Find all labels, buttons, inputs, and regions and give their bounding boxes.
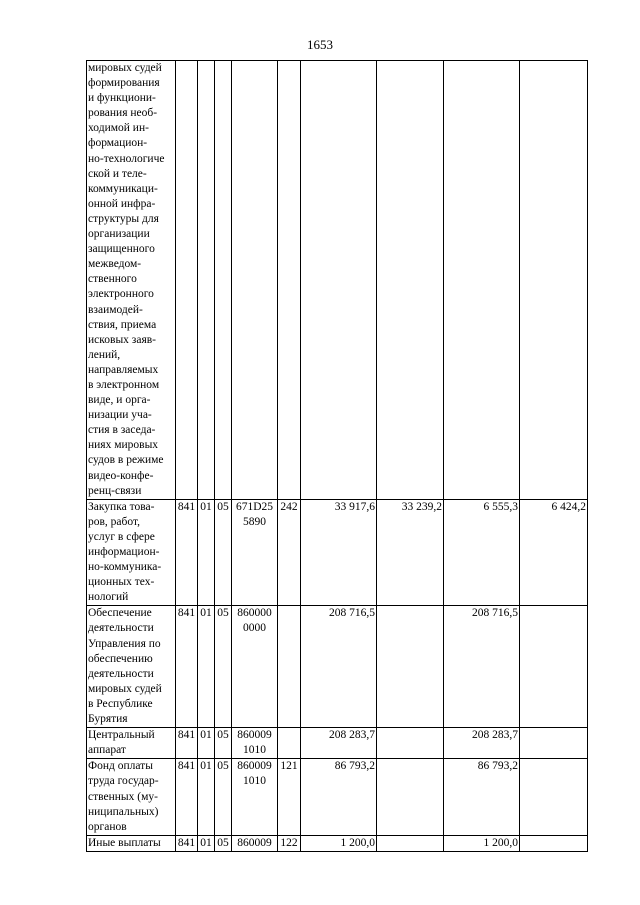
table-row	[87, 728, 588, 759]
name-line: взаимодей-	[88, 303, 143, 316]
name-line: информацион-	[88, 546, 160, 558]
name-line: рования необ-	[88, 107, 158, 120]
cell-cs: 671D25 5890	[232, 499, 278, 606]
name-line: защищенного	[88, 243, 155, 256]
name-line: организации	[88, 228, 150, 241]
cell-cs: 860009 1010	[232, 728, 278, 759]
cell-cs: 860009	[232, 835, 278, 851]
budget-table	[86, 60, 588, 852]
cell-sum-1: 1 200,0	[301, 835, 377, 851]
name-line: Центральный	[88, 729, 155, 742]
cell-sum-3: 86 793,2	[444, 759, 520, 835]
cell-cs	[232, 61, 278, 500]
cell-pr: 05	[215, 835, 232, 851]
name-line: ствия, приема	[88, 318, 157, 331]
name-line: услуг в сфере	[88, 530, 155, 543]
name-line: Бурятия	[88, 713, 128, 726]
cell-sum-3: 6 555,3	[444, 499, 520, 606]
cell-sum-1: 208 283,7	[301, 728, 377, 759]
cell-name	[87, 759, 176, 835]
name-line: виде, и орга-	[88, 394, 151, 407]
name-line: направляемых	[88, 363, 159, 376]
name-line: судов в режиме	[88, 454, 164, 467]
name-line: формацион-	[88, 137, 148, 150]
name-line: ской и теле-	[88, 167, 147, 180]
cell-sum-1: 33 917,6	[301, 499, 377, 606]
name-line: мировых судей	[88, 62, 162, 74]
cell-sum-3: 208 716,5	[444, 606, 520, 728]
cell-name	[87, 835, 176, 851]
name-line: Фонд оплаты	[88, 760, 153, 773]
cell-sum-1	[301, 61, 377, 500]
table-row	[87, 759, 588, 835]
name-line: электронного	[88, 288, 154, 301]
table-row	[87, 835, 588, 851]
name-line: нологий	[88, 591, 129, 604]
cell-ved: 841	[176, 759, 198, 835]
name-line: ниципальных)	[88, 805, 159, 818]
name-line: стия в заседа-	[88, 424, 156, 437]
name-line: труда государ-	[88, 775, 159, 788]
cell-name	[87, 606, 176, 728]
cell-ved: 841	[176, 499, 198, 606]
cell-rz: 01	[198, 728, 215, 759]
cell-pr	[215, 61, 232, 500]
table-row	[87, 61, 588, 500]
cell-sum-2	[377, 759, 444, 835]
name-line: низации уча-	[88, 409, 152, 422]
name-line: органов	[88, 820, 127, 833]
cell-sum-2: 33 239,2	[377, 499, 444, 606]
cell-sum-1: 86 793,2	[301, 759, 377, 835]
name-line: в электронном	[88, 378, 160, 391]
cell-sum-3	[444, 61, 520, 500]
cell-ved: 841	[176, 728, 198, 759]
name-line: но-коммуника-	[88, 561, 162, 574]
name-line: обеспечению	[88, 652, 153, 665]
name-line: ходимой ин-	[88, 122, 149, 135]
name-line: ционных тех-	[88, 576, 155, 589]
cell-sum-2	[377, 835, 444, 851]
cell-name	[87, 499, 176, 606]
table-body	[87, 61, 588, 852]
cell-sum-2	[377, 728, 444, 759]
cell-sum-2	[377, 61, 444, 500]
cell-sum-2	[377, 606, 444, 728]
name-line: в Республике	[88, 697, 153, 710]
cell-rz: 01	[198, 835, 215, 851]
cell-ved	[176, 61, 198, 500]
cell-vr: 121	[278, 759, 301, 835]
cell-rz: 01	[198, 499, 215, 606]
page-number: 1653	[307, 37, 333, 52]
cell-name	[87, 728, 176, 759]
cell-vr: 242	[278, 499, 301, 606]
cell-cs: 860009 1010	[232, 759, 278, 835]
cell-ved: 841	[176, 606, 198, 728]
cell-sum-4	[520, 759, 588, 835]
cell-pr: 05	[215, 606, 232, 728]
name-line: и функциони-	[88, 92, 156, 105]
cell-sum-3: 1 200,0	[444, 835, 520, 851]
cell-vr: 122	[278, 835, 301, 851]
cell-sum-4	[520, 728, 588, 759]
cell-rz: 01	[198, 759, 215, 835]
name-line: ственных (му-	[88, 790, 158, 803]
cell-vr	[278, 61, 301, 500]
name-line: исковых заяв-	[88, 333, 156, 346]
cell-name	[87, 61, 176, 500]
name-line: Обеспечение	[88, 607, 152, 620]
name-line: формирования	[88, 77, 160, 90]
cell-ved: 841	[176, 835, 198, 851]
cell-pr: 05	[215, 499, 232, 606]
name-line: ниях мировых	[88, 439, 159, 452]
name-line: коммуникаци-	[88, 182, 158, 195]
cell-sum-1: 208 716,5	[301, 606, 377, 728]
name-line: ренц-связи	[88, 484, 142, 497]
table-row	[87, 606, 588, 728]
name-line: структуры для	[88, 212, 159, 225]
cell-sum-3: 208 283,7	[444, 728, 520, 759]
name-line: аппарат	[88, 744, 126, 757]
name-line: Управления по	[88, 637, 161, 650]
cell-pr: 05	[215, 728, 232, 759]
name-line: ров, работ,	[88, 515, 141, 528]
cell-sum-4	[520, 606, 588, 728]
name-line: но-технологиче	[88, 152, 165, 165]
name-line: ственного	[88, 273, 137, 286]
cell-rz: 01	[198, 606, 215, 728]
name-line: лений,	[88, 348, 121, 361]
cell-sum-4: 6 424,2	[520, 499, 588, 606]
name-line: межведом-	[88, 258, 142, 271]
cell-vr	[278, 728, 301, 759]
name-line: онной инфра-	[88, 197, 156, 210]
name-line: деятельности	[88, 667, 154, 680]
name-line: Иные выплаты	[88, 836, 161, 849]
cell-rz	[198, 61, 215, 500]
table-row	[87, 499, 588, 606]
cell-sum-4	[520, 835, 588, 851]
name-line: мировых судей	[88, 682, 162, 695]
name-line: Закупка това-	[88, 500, 155, 513]
cell-vr	[278, 606, 301, 728]
cell-pr: 05	[215, 759, 232, 835]
cell-sum-4	[520, 61, 588, 500]
name-line: деятельности	[88, 622, 154, 635]
name-line: видео-конфе-	[88, 469, 154, 482]
cell-cs: 860000 0000	[232, 606, 278, 728]
